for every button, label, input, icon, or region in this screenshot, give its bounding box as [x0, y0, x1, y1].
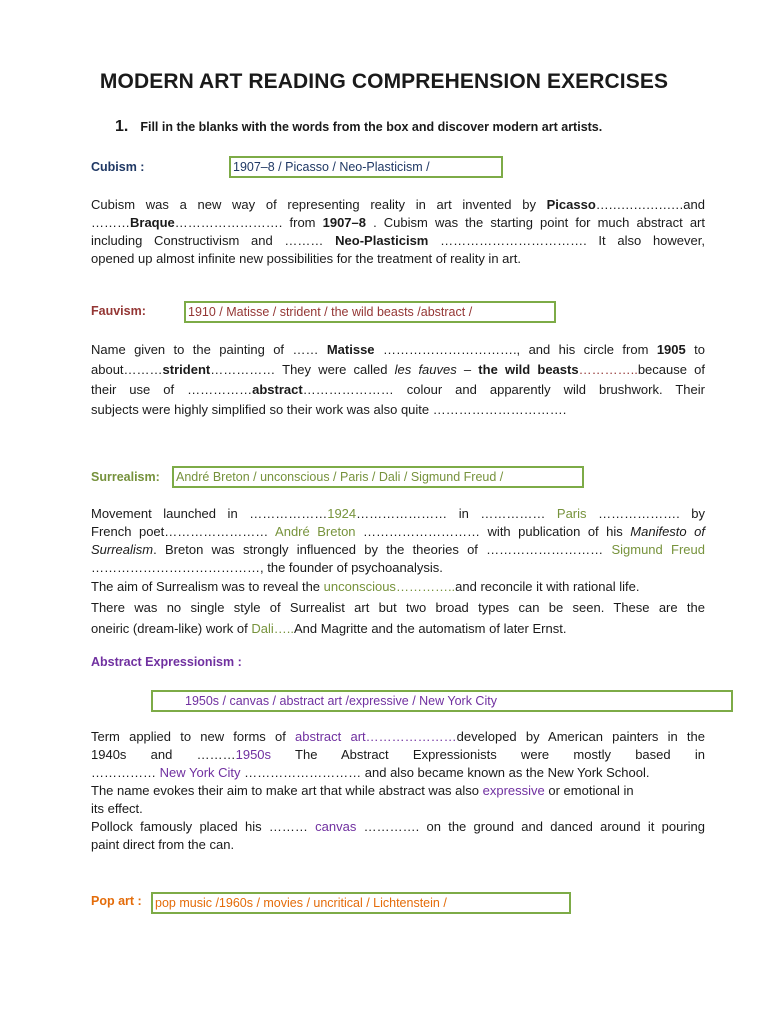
- page-title: MODERN ART READING COMPREHENSION EXERCISES: [99, 70, 669, 93]
- answer-1950s: 1950s: [235, 747, 272, 762]
- fauvism-line-3: their use of ……………abstract………………… colour and apparently wild brushwork. Their: [91, 382, 705, 397]
- answer-neo-plasticism: Neo-Plasticism: [335, 233, 429, 248]
- abstract-expressionism-paragraph: [91, 728, 705, 854]
- instruction-text: Fill in the blanks with the words from the box and discover modern art artists.: [140, 120, 603, 134]
- surrealism-line-2: French poet…………………… André Breton ……………………… with publication of his Manifesto of: [91, 524, 705, 539]
- answer-canvas: canvas: [315, 819, 357, 834]
- fauvism-line-1: Name given to the painting of …… Matisse …………………………., and his circle from 1905 to: [91, 342, 705, 357]
- answer-the-wild-beasts: the wild beasts: [478, 362, 579, 377]
- abstract-line-7: paint direct from the can.: [91, 837, 235, 852]
- answer-unconscious: unconscious: [323, 579, 396, 594]
- surrealism-line-5: The aim of Surrealism was to reveal the unconscious…………..and reconcile it with rational life.: [91, 579, 640, 594]
- answer-paris: Paris: [556, 506, 587, 521]
- cubism-line-3: including Constructivism and ……… Neo-Plasticism ……………………………. It also however,: [91, 233, 705, 248]
- pop-art-label: Pop art :: [91, 894, 142, 908]
- cubism-line-4: opened up almost infinite new possibilities for the treatment of reality in art.: [91, 251, 521, 266]
- fauvism-label: Fauvism:: [91, 304, 146, 318]
- abstract-line-2: 1940s and ………1950s The Abstract Expressionists were mostly based in: [91, 747, 705, 762]
- surrealism-line-4: …………………………………, the founder of psychoanalysis.: [91, 560, 443, 575]
- answer-expressive: expressive: [482, 783, 545, 798]
- answer-1905: 1905: [656, 342, 686, 357]
- answer-picasso: Picasso: [546, 197, 596, 212]
- abstract-line-5: its effect.: [91, 801, 143, 816]
- answer-braque: Braque: [130, 215, 175, 230]
- answer-strident: strident: [162, 362, 211, 377]
- answer-1924: 1924: [327, 506, 357, 521]
- abstract-expressionism-word-box: 1950s / canvas / abstract art /expressive / New York City: [151, 690, 733, 712]
- exercise-number: 1.: [115, 118, 129, 135]
- surrealism-line-6: There was no single style of Surrealist art but two broad types can be seen. These are the: [91, 600, 705, 615]
- abstract-line-4: The name evokes their aim to make art that while abstract was also expressive or emotional in: [91, 783, 634, 798]
- cubism-line-1: Cubism was a new way of representing reality in art invented by Picasso…………………and: [91, 197, 705, 212]
- fauvism-paragraph: [91, 340, 705, 420]
- surrealism-line-1: Movement launched in ………………1924………………… in …………… Paris ………………. by: [91, 506, 705, 521]
- fauvism-line-4: subjects were highly simplified so their work was also quite ………………………….: [91, 402, 567, 417]
- instruction: [115, 118, 602, 136]
- answer-andre-breton: André Breton: [275, 524, 356, 539]
- surrealism-line-3: Surrealism. Breton was strongly influenced by the theories of ……………………… Sigmund Freud: [91, 542, 705, 557]
- fauvism-line-2: about………strident…………… They were called les fauves – the wild beasts…………..because of: [91, 362, 705, 377]
- surrealism-line-7: oneiric (dream-like) work of Dali…..And Magritte and the automatism of later Ernst.: [91, 621, 567, 636]
- abstract-line-1: Term applied to new forms of abstract art…………………developed by American painters in the: [91, 729, 705, 744]
- answer-1907-8: 1907–8: [322, 215, 366, 230]
- cubism-label: Cubism :: [91, 160, 145, 174]
- answer-sigmund-freud: Sigmund Freud: [611, 542, 705, 557]
- abstract-line-3: …………… New York City ……………………… and also became known as the New York School.: [91, 765, 650, 780]
- surrealism-label: Surrealism:: [91, 470, 160, 484]
- pop-art-word-box: pop music /1960s / movies / uncritical / Lichtenstein /: [151, 892, 571, 914]
- fauvism-word-box: 1910 / Matisse / strident / the wild beasts /abstract /: [184, 301, 556, 323]
- answer-new-york-city: New York City: [159, 765, 241, 780]
- cubism-line-2: ………Braque……………………. from 1907–8 . Cubism was the starting point for much abstract art: [91, 215, 705, 230]
- abstract-expressionism-label: Abstract Expressionism :: [91, 655, 242, 669]
- surrealism-paragraph: [91, 505, 705, 638]
- cubism-word-box: 1907–8 / Picasso / Neo-Plasticism /: [229, 156, 503, 178]
- answer-matisse: Matisse: [326, 342, 375, 357]
- answer-abstract: abstract: [252, 382, 303, 397]
- surrealism-word-box: André Breton / unconscious / Paris / Dali / Sigmund Freud /: [172, 466, 584, 488]
- answer-dali: Dali: [251, 621, 274, 636]
- cubism-paragraph: [91, 196, 705, 268]
- answer-abstract-art: abstract art: [295, 729, 366, 744]
- abstract-line-6: Pollock famously placed his ……… canvas …………. on the ground and danced around it pouring: [91, 819, 705, 834]
